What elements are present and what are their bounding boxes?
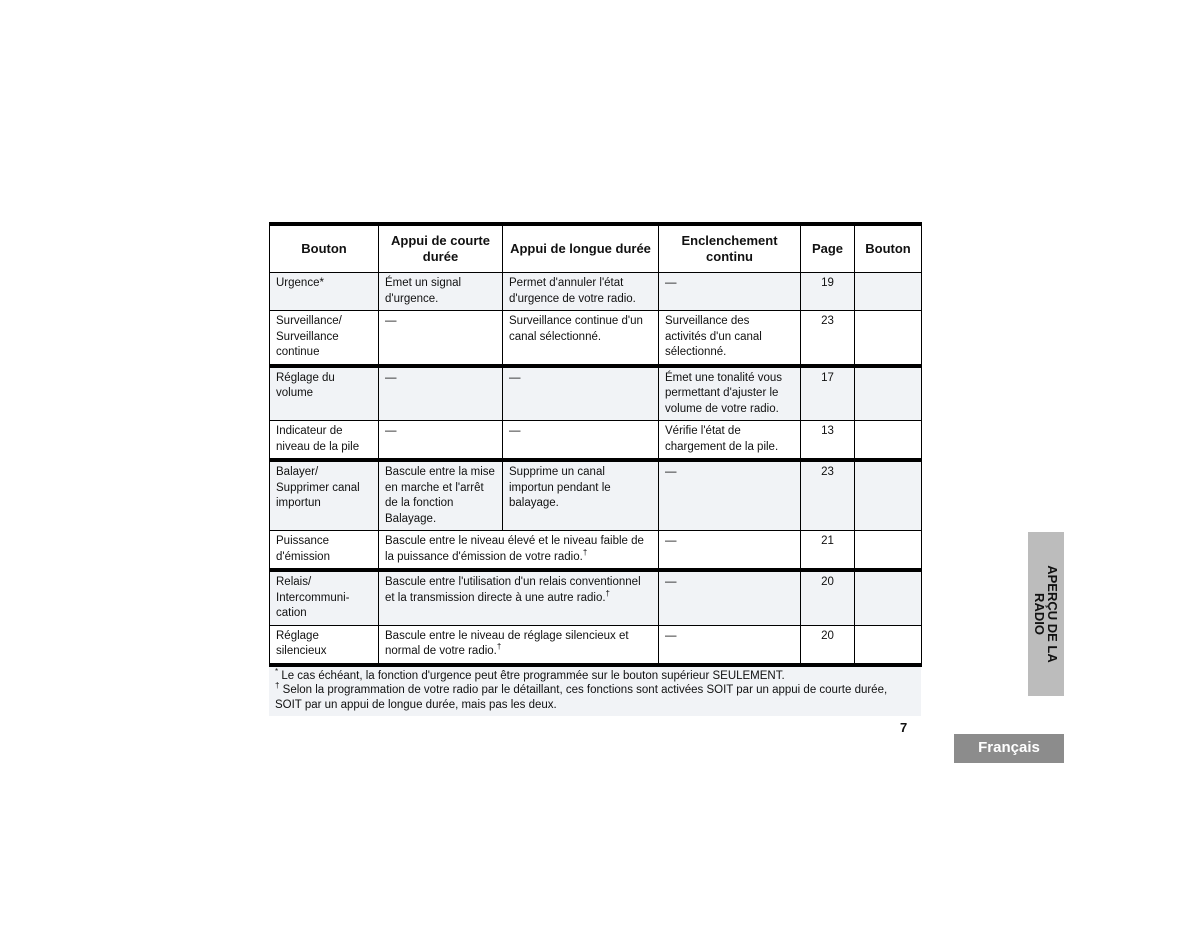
table-row: [270, 570, 922, 625]
cell-bouton-2: [855, 366, 922, 421]
table-row: [270, 366, 922, 421]
language-tab: Français: [954, 734, 1064, 763]
footnote-star-mark: *: [275, 666, 279, 676]
dagger-mark: †: [496, 642, 502, 652]
dagger-mark: †: [605, 588, 610, 598]
side-tab-line-2: RADIO: [1032, 593, 1047, 635]
cell-page: 20: [801, 625, 855, 665]
cell-bouton: Indicateur de niveau de la pile: [270, 421, 379, 461]
section-side-tab: [1028, 532, 1064, 696]
table-row: [270, 273, 922, 311]
header-appui-courte: Appui de courte durée: [379, 224, 503, 273]
dagger-mark: †: [582, 547, 588, 557]
cell-bouton-2: [855, 460, 922, 531]
cell-longue: —: [503, 421, 659, 461]
table-row: [270, 311, 922, 366]
cell-bouton-2: [855, 311, 922, 366]
cell-page: 17: [801, 366, 855, 421]
cell-longue: Permet d'annuler l'état d'urgence de votre radio.: [503, 273, 659, 311]
footnote-dagger-text: Selon la programmation de votre radio par le détaillant, ces fonctions sont activées SOIT par un appui de courte durée, SOIT par un appui de longue durée, mais pas les deux.: [275, 684, 888, 711]
cell-courte-longue-merged: [379, 531, 659, 571]
page-number: 7: [900, 720, 908, 735]
cell-continu: —: [659, 273, 801, 311]
header-page: Page: [801, 224, 855, 273]
cell-bouton: Puissance d'émission: [270, 531, 379, 571]
cell-merged-text: Bascule entre l'utilisation d'un relais conventionnel et la transmission directe à une autre radio.: [385, 576, 641, 604]
cell-continu: Émet une tonalité vous permettant d'ajuster le volume de votre radio.: [659, 366, 801, 421]
table-row: [270, 625, 922, 665]
cell-longue: —: [503, 366, 659, 421]
cell-continu: —: [659, 625, 801, 665]
cell-bouton: Relais/ Intercommuni-cation: [270, 570, 379, 625]
cell-merged-text: Bascule entre le niveau de réglage silencieux et normal de votre radio.: [385, 629, 629, 657]
cell-page: 19: [801, 273, 855, 311]
cell-courte: Bascule entre la mise en marche et l'arrêt de la fonction Balayage.: [379, 460, 503, 531]
table-footnotes: [269, 667, 921, 717]
side-tab-line-1: APERÇU DE LA: [1045, 565, 1060, 663]
cell-bouton-2: [855, 531, 922, 571]
cell-continu: Vérifie l'état de chargement de la pile.: [659, 421, 801, 461]
table-header-row: [270, 224, 922, 273]
cell-bouton: Surveillance/ Surveillance continue: [270, 311, 379, 366]
cell-bouton: Réglage du volume: [270, 366, 379, 421]
feature-table-section: [269, 222, 921, 716]
cell-bouton-2: [855, 625, 922, 665]
cell-continu: Surveillance des activités d'un canal sélectionné.: [659, 311, 801, 366]
table-row: [270, 531, 922, 571]
cell-continu: —: [659, 570, 801, 625]
cell-page: 13: [801, 421, 855, 461]
button-function-table: [269, 222, 922, 667]
table-row: [270, 460, 922, 531]
cell-continu: —: [659, 460, 801, 531]
cell-bouton-2: [855, 273, 922, 311]
cell-page: 21: [801, 531, 855, 571]
cell-courte: Émet un signal d'urgence.: [379, 273, 503, 311]
cell-continu: —: [659, 531, 801, 571]
header-bouton: Bouton: [270, 224, 379, 273]
cell-courte: —: [379, 311, 503, 366]
cell-longue: Supprime un canal importun pendant le balayage.: [503, 460, 659, 531]
cell-longue: Surveillance continue d'un canal sélectionné.: [503, 311, 659, 366]
cell-bouton: Urgence*: [270, 273, 379, 311]
table-row: [270, 421, 922, 461]
cell-bouton-2: [855, 421, 922, 461]
cell-bouton: Réglage silencieux: [270, 625, 379, 665]
footnote-star-text: Le cas échéant, la fonction d'urgence peut être programmée sur le bouton supérieur SEULEMENT.: [278, 669, 785, 682]
cell-courte: —: [379, 366, 503, 421]
section-side-tab-label: [1033, 565, 1059, 663]
cell-page: 23: [801, 460, 855, 531]
cell-bouton: Balayer/ Supprimer canal importun: [270, 460, 379, 531]
cell-page: 23: [801, 311, 855, 366]
cell-merged-text: Bascule entre le niveau élevé et le niveau faible de la puissance d'émission de votre radio.: [385, 535, 644, 563]
cell-courte: —: [379, 421, 503, 461]
header-enclenchement: Enclenchement continu: [659, 224, 801, 273]
cell-courte-longue-merged: [379, 570, 659, 625]
header-appui-longue: Appui de longue durée: [503, 224, 659, 273]
footnote-dagger-mark: †: [275, 681, 280, 691]
footnote-star: [275, 666, 915, 684]
cell-page: 20: [801, 570, 855, 625]
cell-courte-longue-merged: [379, 625, 659, 665]
footnote-dagger: [275, 683, 915, 712]
header-bouton-2: Bouton: [855, 224, 922, 273]
cell-bouton-2: [855, 570, 922, 625]
